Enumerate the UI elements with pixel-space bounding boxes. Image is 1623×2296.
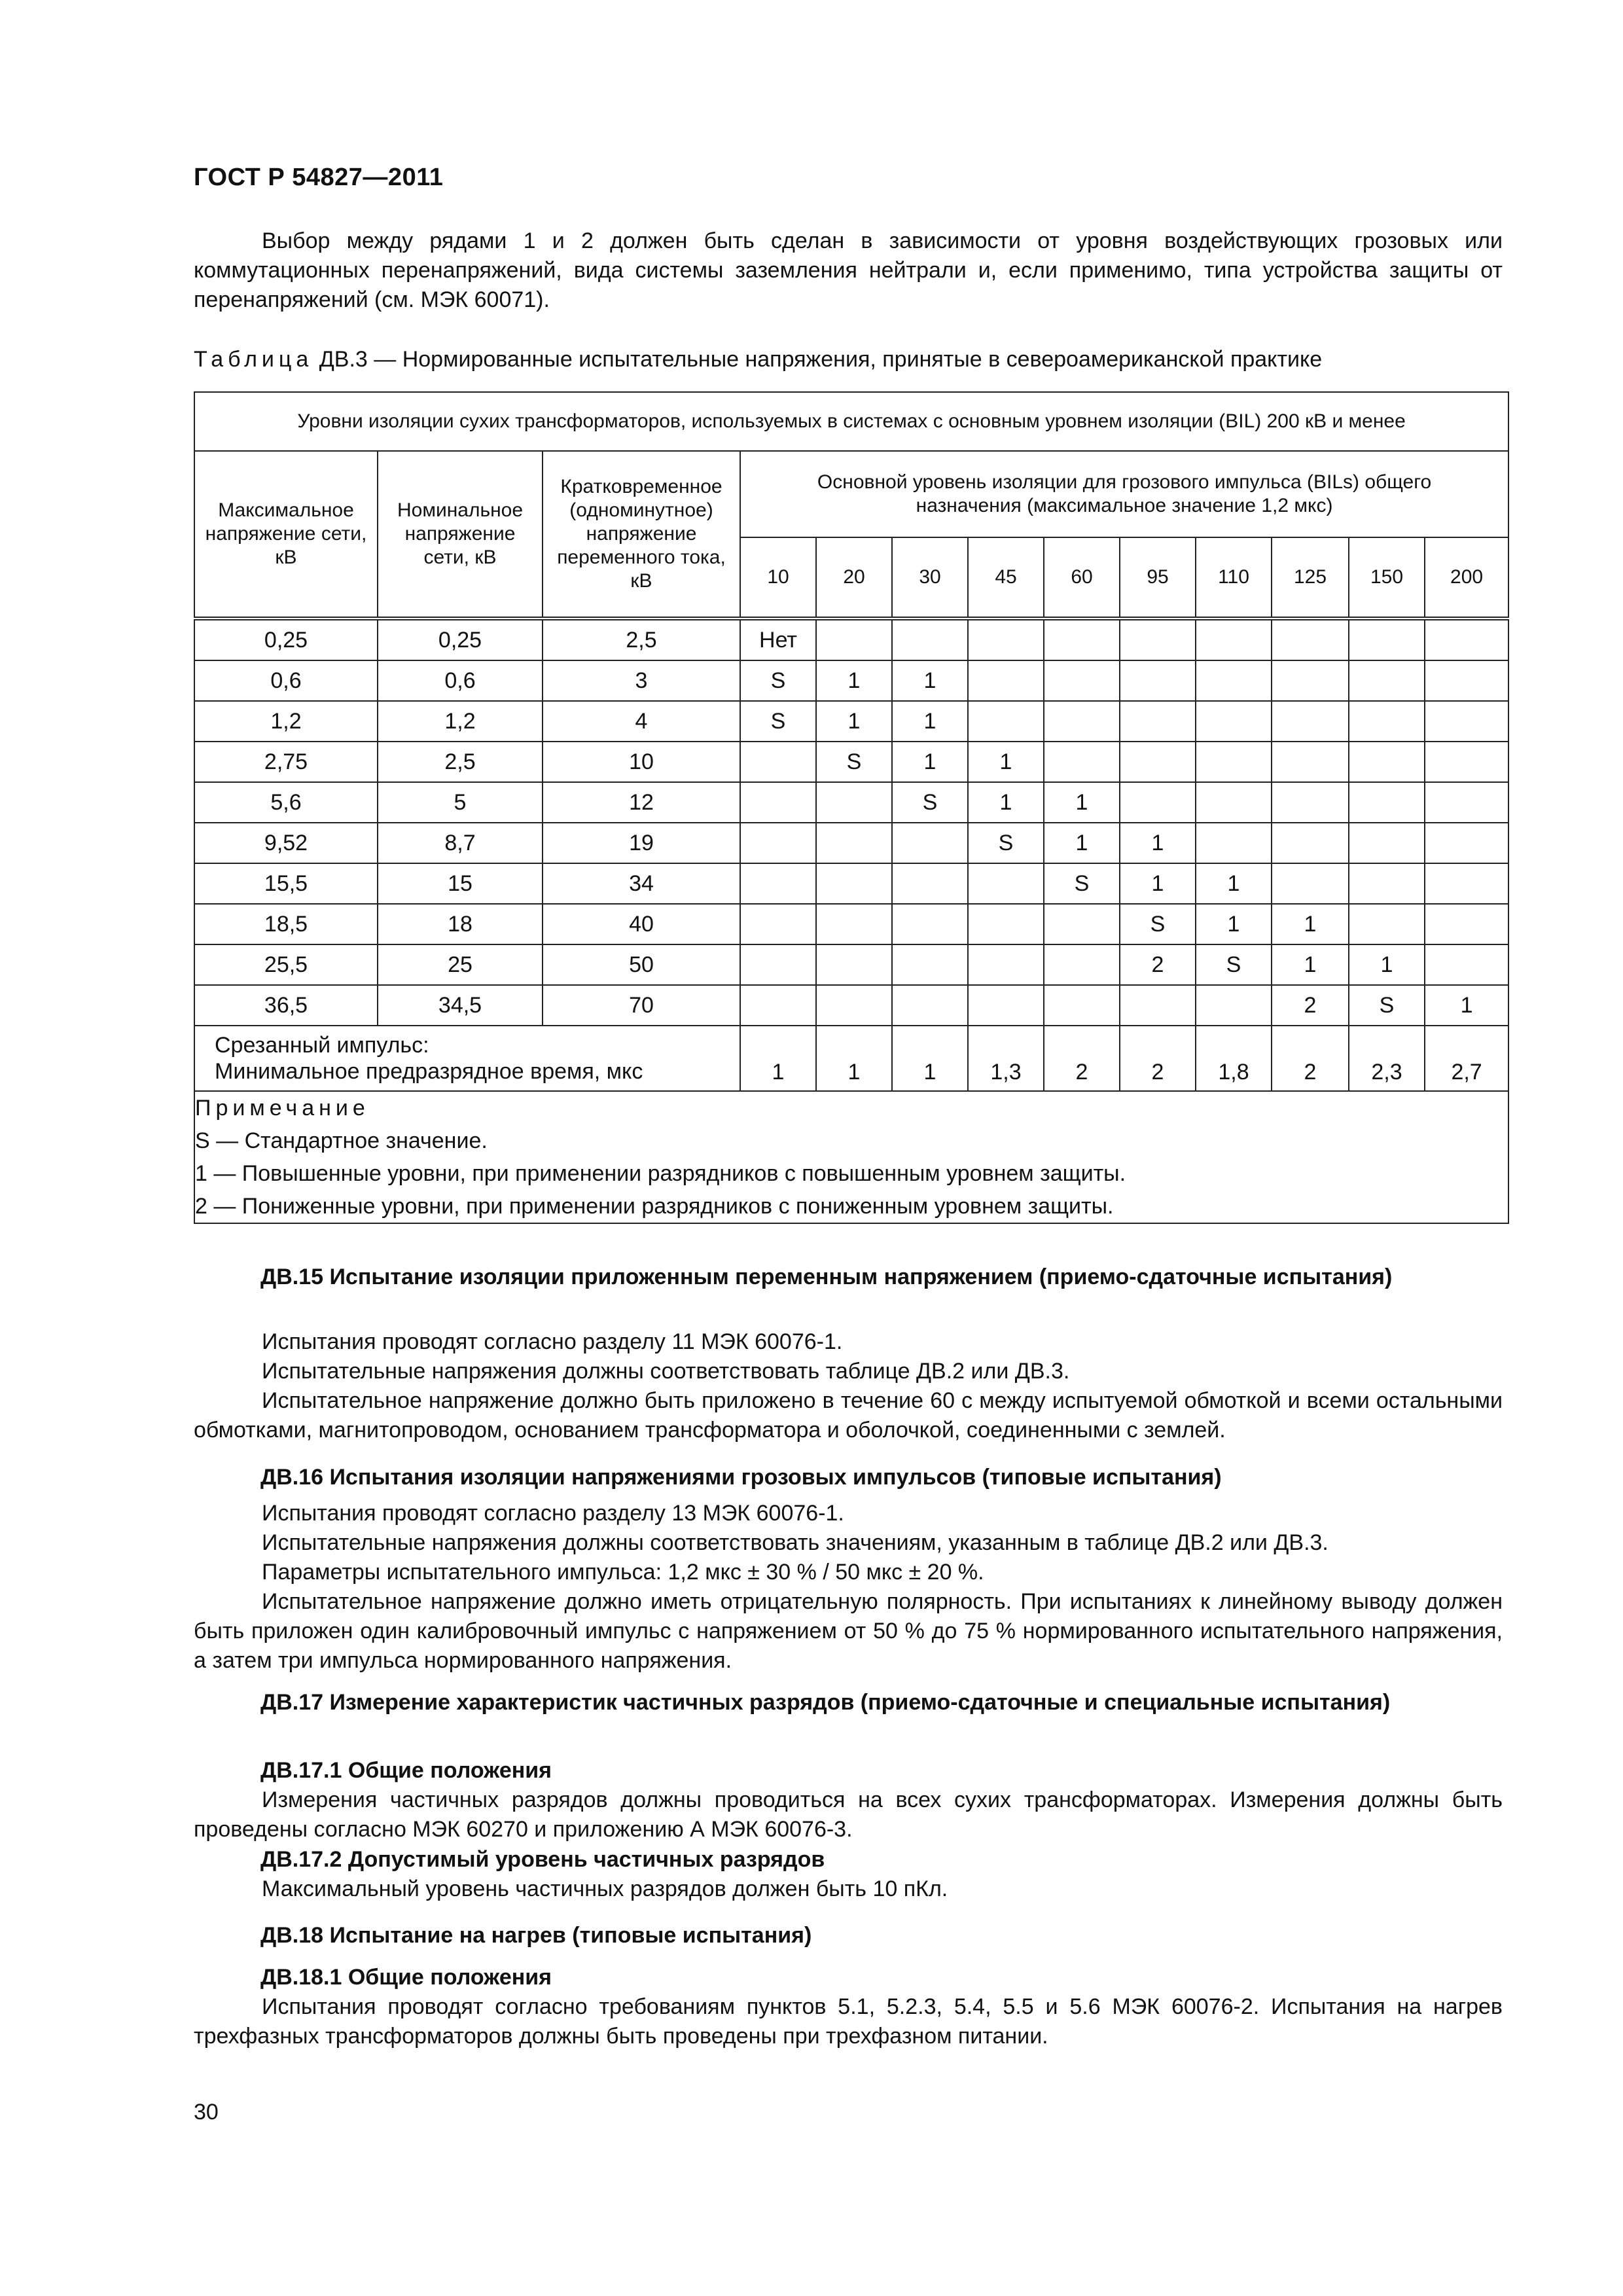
section-17-1-heading: ДВ.17.1 Общие положения xyxy=(260,1758,552,1783)
table-cell xyxy=(1044,619,1120,660)
table-cell xyxy=(1272,823,1349,863)
table-cell xyxy=(816,782,892,823)
table-cell xyxy=(1349,619,1425,660)
bil-level-header: 95 xyxy=(1120,537,1196,619)
chopped-impulse-row xyxy=(194,1026,1508,1091)
table-cell xyxy=(1044,701,1120,742)
section-18-1-text: Испытания проводят согласно требованиям пунктов 5.1, 5.2.3, 5.4, 5.5 и 5.6 МЭК 60076-2. Испытания на нагрев трехфазных трансформаторов должны быть проведены при трехфазном питании. xyxy=(194,1994,1503,2049)
table-cell: 1 xyxy=(892,742,968,782)
table-note xyxy=(194,1091,1508,1223)
bil-level-header: 150 xyxy=(1349,537,1425,619)
table-cell xyxy=(1425,619,1508,660)
section-16-p2: Испытательные напряжения должны соответствовать значениям, указанным в таблице ДВ.2 или ДВ.3. xyxy=(262,1530,1329,1555)
chopped-impulse-value: 2 xyxy=(1120,1026,1196,1091)
table-cell: Нет xyxy=(740,619,816,660)
table-cell xyxy=(1425,660,1508,701)
table-cell xyxy=(1425,701,1508,742)
table-cell xyxy=(892,823,968,863)
table-cell: 1 xyxy=(892,660,968,701)
note-line: 1 — Повышенные уровни, при применении разрядников с повышенным уровнем защиты. xyxy=(195,1161,1126,1186)
table-cell: 4 xyxy=(543,701,740,742)
table-cell xyxy=(1196,823,1272,863)
chopped-impulse-label-line2: Минимальное предразрядное время, мкс xyxy=(215,1059,643,1084)
section-16-heading: ДВ.16 Испытания изоляции напряжениями грозовых импульсов (типовые испытания) xyxy=(260,1465,1222,1490)
table-cell: 19 xyxy=(543,823,740,863)
table-cell xyxy=(1425,944,1508,985)
table-cell xyxy=(892,863,968,904)
table-cell: 1 xyxy=(968,782,1044,823)
table-cell xyxy=(1120,701,1196,742)
chopped-impulse-value: 2,3 xyxy=(1349,1026,1425,1091)
intro-text: Выбор между рядами 1 и 2 должен быть сделан в зависимости от уровня воздействующих грозовых или коммутационных перенапряжений, вида системы заземления нейтрали и, если применимо, типа устройства защиты от перенапряжений (см. МЭК 60071). xyxy=(194,228,1503,312)
table-cell: 25 xyxy=(378,944,543,985)
document-header: ГОСТ Р 54827—2011 xyxy=(194,164,444,191)
table-cell xyxy=(1044,944,1120,985)
table-cell xyxy=(1272,660,1349,701)
section-16-p4: Испытательное напряжение должно иметь отрицательную полярность. При испытаниях к линейному выводу должен быть приложен один калибровочный импульс с напряжением от 50 % до 75 % нормированного испытательного напряжения, а затем три импульса нормированного напряжения. xyxy=(194,1589,1503,1673)
section-15-heading: ДВ.15 Испытание изоляции приложенным переменным напряжением (приемо-сдаточные испытания) xyxy=(260,1265,1393,1289)
page-number: 30 xyxy=(194,2100,219,2125)
table-caption xyxy=(194,347,1503,372)
table-cell xyxy=(1120,782,1196,823)
bil-level-header: 10 xyxy=(740,537,816,619)
table-cell xyxy=(968,904,1044,944)
table-cell xyxy=(1044,742,1120,782)
section-15-p1: Испытания проводят согласно разделу 11 МЭК 60076-1. xyxy=(262,1329,843,1354)
section-16-p1: Испытания проводят согласно разделу 13 МЭК 60076-1. xyxy=(262,1501,844,1526)
test-voltage-table xyxy=(194,391,1509,1224)
table-cell xyxy=(1196,985,1272,1026)
section-18-1-heading: ДВ.18.1 Общие положения xyxy=(260,1965,552,1990)
table-cell: 1 xyxy=(816,660,892,701)
col-header-max-voltage: Максимальное напряжение сети, кВ xyxy=(194,451,378,619)
table-cell: 70 xyxy=(543,985,740,1026)
section-17-2-body xyxy=(194,1874,1503,1904)
table-cell xyxy=(1272,619,1349,660)
section-17-heading: ДВ.17 Измерение характеристик частичных разрядов (приемо-сдаточные и специальные испытания) xyxy=(260,1690,1391,1715)
table-cell: 18,5 xyxy=(194,904,378,944)
table-cell: 1 xyxy=(816,701,892,742)
chopped-impulse-value: 1 xyxy=(740,1026,816,1091)
table-cell: S xyxy=(892,782,968,823)
table-cell: 1 xyxy=(1120,823,1196,863)
table-cell: 34 xyxy=(543,863,740,904)
table-cell: S xyxy=(1120,904,1196,944)
table-cell: 50 xyxy=(543,944,740,985)
table-cell: S xyxy=(740,660,816,701)
section-16-p3: Параметры испытательного импульса: 1,2 мкс ± 30 % / 50 мкс ± 20 %. xyxy=(262,1560,984,1585)
section-15-p2: Испытательные напряжения должны соответствовать таблице ДВ.2 или ДВ.3. xyxy=(262,1359,1070,1384)
bil-level-header: 45 xyxy=(968,537,1044,619)
bil-level-header: 110 xyxy=(1196,537,1272,619)
table-cell xyxy=(1272,742,1349,782)
table-cell: 2 xyxy=(1272,985,1349,1026)
bil-level-header: 200 xyxy=(1425,537,1508,619)
table-cell: 0,25 xyxy=(194,619,378,660)
table-cell xyxy=(1196,742,1272,782)
table-cell xyxy=(1349,660,1425,701)
table-cell xyxy=(1349,782,1425,823)
table-cell: 0,25 xyxy=(378,619,543,660)
table-cell xyxy=(816,904,892,944)
table-top-header: Уровни изоляции сухих трансформаторов, используемых в системах с основным уровнем изоляции (BIL) 200 кВ и менее xyxy=(194,392,1508,451)
section-16-body xyxy=(194,1499,1503,1676)
col-header-bil-group: Основной уровень изоляции для грозового импульса (BILs) общего назначения (максимальное значение 1,2 мкс) xyxy=(740,451,1508,537)
chopped-impulse-label-line1: Срезанный импульс: xyxy=(215,1033,429,1058)
table-cell: S xyxy=(1349,985,1425,1026)
table-cell: 3 xyxy=(543,660,740,701)
note-title: Примечание xyxy=(195,1096,370,1121)
table-cell: S xyxy=(968,823,1044,863)
table-cell xyxy=(816,944,892,985)
table-cell xyxy=(1349,742,1425,782)
bil-level-header: 20 xyxy=(816,537,892,619)
table-cell xyxy=(968,944,1044,985)
table-row xyxy=(194,660,1508,701)
table-cell: 1 xyxy=(1425,985,1508,1026)
table-cell: 18 xyxy=(378,904,543,944)
table-cell xyxy=(968,660,1044,701)
table-cell xyxy=(892,985,968,1026)
table-cell: 2,5 xyxy=(378,742,543,782)
table-cell xyxy=(1196,782,1272,823)
chopped-impulse-value: 2 xyxy=(1272,1026,1349,1091)
table-cell xyxy=(968,701,1044,742)
table-cell: S xyxy=(816,742,892,782)
table-cell: 0,6 xyxy=(194,660,378,701)
table-cell xyxy=(1425,823,1508,863)
table-cell xyxy=(968,985,1044,1026)
note-line: 2 — Пониженные уровни, при применении разрядников с пониженным уровнем защиты. xyxy=(195,1194,1114,1219)
note-row xyxy=(194,1091,1508,1223)
table-cell xyxy=(1425,863,1508,904)
table-cell xyxy=(968,863,1044,904)
table-cell xyxy=(1120,619,1196,660)
chopped-impulse-value: 1 xyxy=(892,1026,968,1091)
table-cell xyxy=(1044,660,1120,701)
intro-paragraph xyxy=(194,226,1503,315)
table-cell xyxy=(1425,904,1508,944)
section-15-p3: Испытательное напряжение должно быть приложено в течение 60 с между испытуемой обмоткой и всеми остальными обмотками, магнитопроводом, основанием трансформатора и оболочкой, соединенными с землей. xyxy=(194,1388,1503,1443)
section-17-2-text: Максимальный уровень частичных разрядов должен быть 10 пКл. xyxy=(262,1876,948,1901)
table-row xyxy=(194,619,1508,660)
table-cell xyxy=(740,904,816,944)
table-cell xyxy=(1349,701,1425,742)
table-cell: S xyxy=(1044,863,1120,904)
table-cell xyxy=(1272,701,1349,742)
table-caption-text: ДВ.3 — Нормированные испытательные напряжения, принятые в североамериканской практике xyxy=(319,347,1323,372)
table-cell: 1 xyxy=(1349,944,1425,985)
table-row xyxy=(194,823,1508,863)
table-cell xyxy=(1349,823,1425,863)
table-cell xyxy=(1272,863,1349,904)
bil-level-header: 30 xyxy=(892,537,968,619)
table-cell: 1 xyxy=(1272,904,1349,944)
section-18-1-body xyxy=(194,1992,1503,2051)
table-cell: 2,5 xyxy=(543,619,740,660)
table-cell xyxy=(1349,863,1425,904)
table-cell xyxy=(1349,904,1425,944)
table-row xyxy=(194,904,1508,944)
table-cell: 1 xyxy=(1044,823,1120,863)
table-cell: 1 xyxy=(1044,782,1120,823)
table-cell: 1 xyxy=(1120,863,1196,904)
table-cell xyxy=(816,823,892,863)
table-cell: 5,6 xyxy=(194,782,378,823)
table-cell xyxy=(1196,701,1272,742)
table-cell: 1,2 xyxy=(378,701,543,742)
chopped-impulse-value: 2,7 xyxy=(1425,1026,1508,1091)
table-cell: 2,75 xyxy=(194,742,378,782)
table-cell: 5 xyxy=(378,782,543,823)
table-row xyxy=(194,863,1508,904)
chopped-impulse-value: 1,3 xyxy=(968,1026,1044,1091)
table-cell: 15 xyxy=(378,863,543,904)
table-row xyxy=(194,944,1508,985)
table-cell xyxy=(1196,660,1272,701)
table-cell: 36,5 xyxy=(194,985,378,1026)
table-cell xyxy=(1425,742,1508,782)
table-cell xyxy=(892,619,968,660)
table-cell: 1,2 xyxy=(194,701,378,742)
table-cell xyxy=(816,985,892,1026)
table-cell xyxy=(740,985,816,1026)
table-cell xyxy=(740,782,816,823)
table-cell: 10 xyxy=(543,742,740,782)
table-cell: 0,6 xyxy=(378,660,543,701)
table-cell xyxy=(1196,619,1272,660)
table-cell: 25,5 xyxy=(194,944,378,985)
table-cell: S xyxy=(740,701,816,742)
table-cell xyxy=(1120,660,1196,701)
section-17-2-heading: ДВ.17.2 Допустимый уровень частичных разрядов xyxy=(260,1847,825,1872)
table-cell: 40 xyxy=(543,904,740,944)
table-cell: 15,5 xyxy=(194,863,378,904)
table-cell xyxy=(1120,985,1196,1026)
section-17-1-text: Измерения частичных разрядов должны проводиться на всех сухих трансформаторах. Измерения должны быть проведены согласно МЭК 60270 и приложению А МЭК 60076-3. xyxy=(194,1787,1503,1842)
chopped-impulse-value: 1,8 xyxy=(1196,1026,1272,1091)
table-cell xyxy=(1120,742,1196,782)
table-cell xyxy=(1425,782,1508,823)
table-cell xyxy=(740,863,816,904)
table-cell: 1 xyxy=(968,742,1044,782)
table-cell: 1 xyxy=(1272,944,1349,985)
bil-level-header: 60 xyxy=(1044,537,1120,619)
chopped-impulse-label xyxy=(194,1026,740,1091)
table-cell: 34,5 xyxy=(378,985,543,1026)
table-cell xyxy=(816,863,892,904)
table-row xyxy=(194,742,1508,782)
table-cell: 1 xyxy=(1196,863,1272,904)
table-cell xyxy=(740,742,816,782)
table-cell xyxy=(740,823,816,863)
table-cell: 8,7 xyxy=(378,823,543,863)
table-cell xyxy=(968,619,1044,660)
table-cell xyxy=(892,944,968,985)
note-line: S — Стандартное значение. xyxy=(195,1128,488,1153)
table-cell xyxy=(892,904,968,944)
table-row xyxy=(194,985,1508,1026)
chopped-impulse-value: 1 xyxy=(816,1026,892,1091)
table-row xyxy=(194,701,1508,742)
table-caption-prefix: Таблица xyxy=(194,347,313,372)
table-cell: 1 xyxy=(1196,904,1272,944)
table-cell xyxy=(1272,782,1349,823)
table-cell: 1 xyxy=(892,701,968,742)
col-header-short-term-voltage: Кратковременное (одноминутное) напряжение переменного тока, кВ xyxy=(543,451,740,619)
table-cell xyxy=(1044,985,1120,1026)
table-cell: 12 xyxy=(543,782,740,823)
table-cell xyxy=(740,944,816,985)
bil-level-header: 125 xyxy=(1272,537,1349,619)
section-18-heading: ДВ.18 Испытание на нагрев (типовые испытания) xyxy=(260,1923,812,1948)
section-17-1-body xyxy=(194,1785,1503,1844)
table-cell xyxy=(816,619,892,660)
chopped-impulse-value: 2 xyxy=(1044,1026,1120,1091)
table-cell: S xyxy=(1196,944,1272,985)
table-cell: 2 xyxy=(1120,944,1196,985)
table-cell: 9,52 xyxy=(194,823,378,863)
section-15-body xyxy=(194,1327,1503,1445)
table-row xyxy=(194,782,1508,823)
table-cell xyxy=(1044,904,1120,944)
col-header-nominal-voltage: Номинальное напряжение сети, кВ xyxy=(378,451,543,619)
